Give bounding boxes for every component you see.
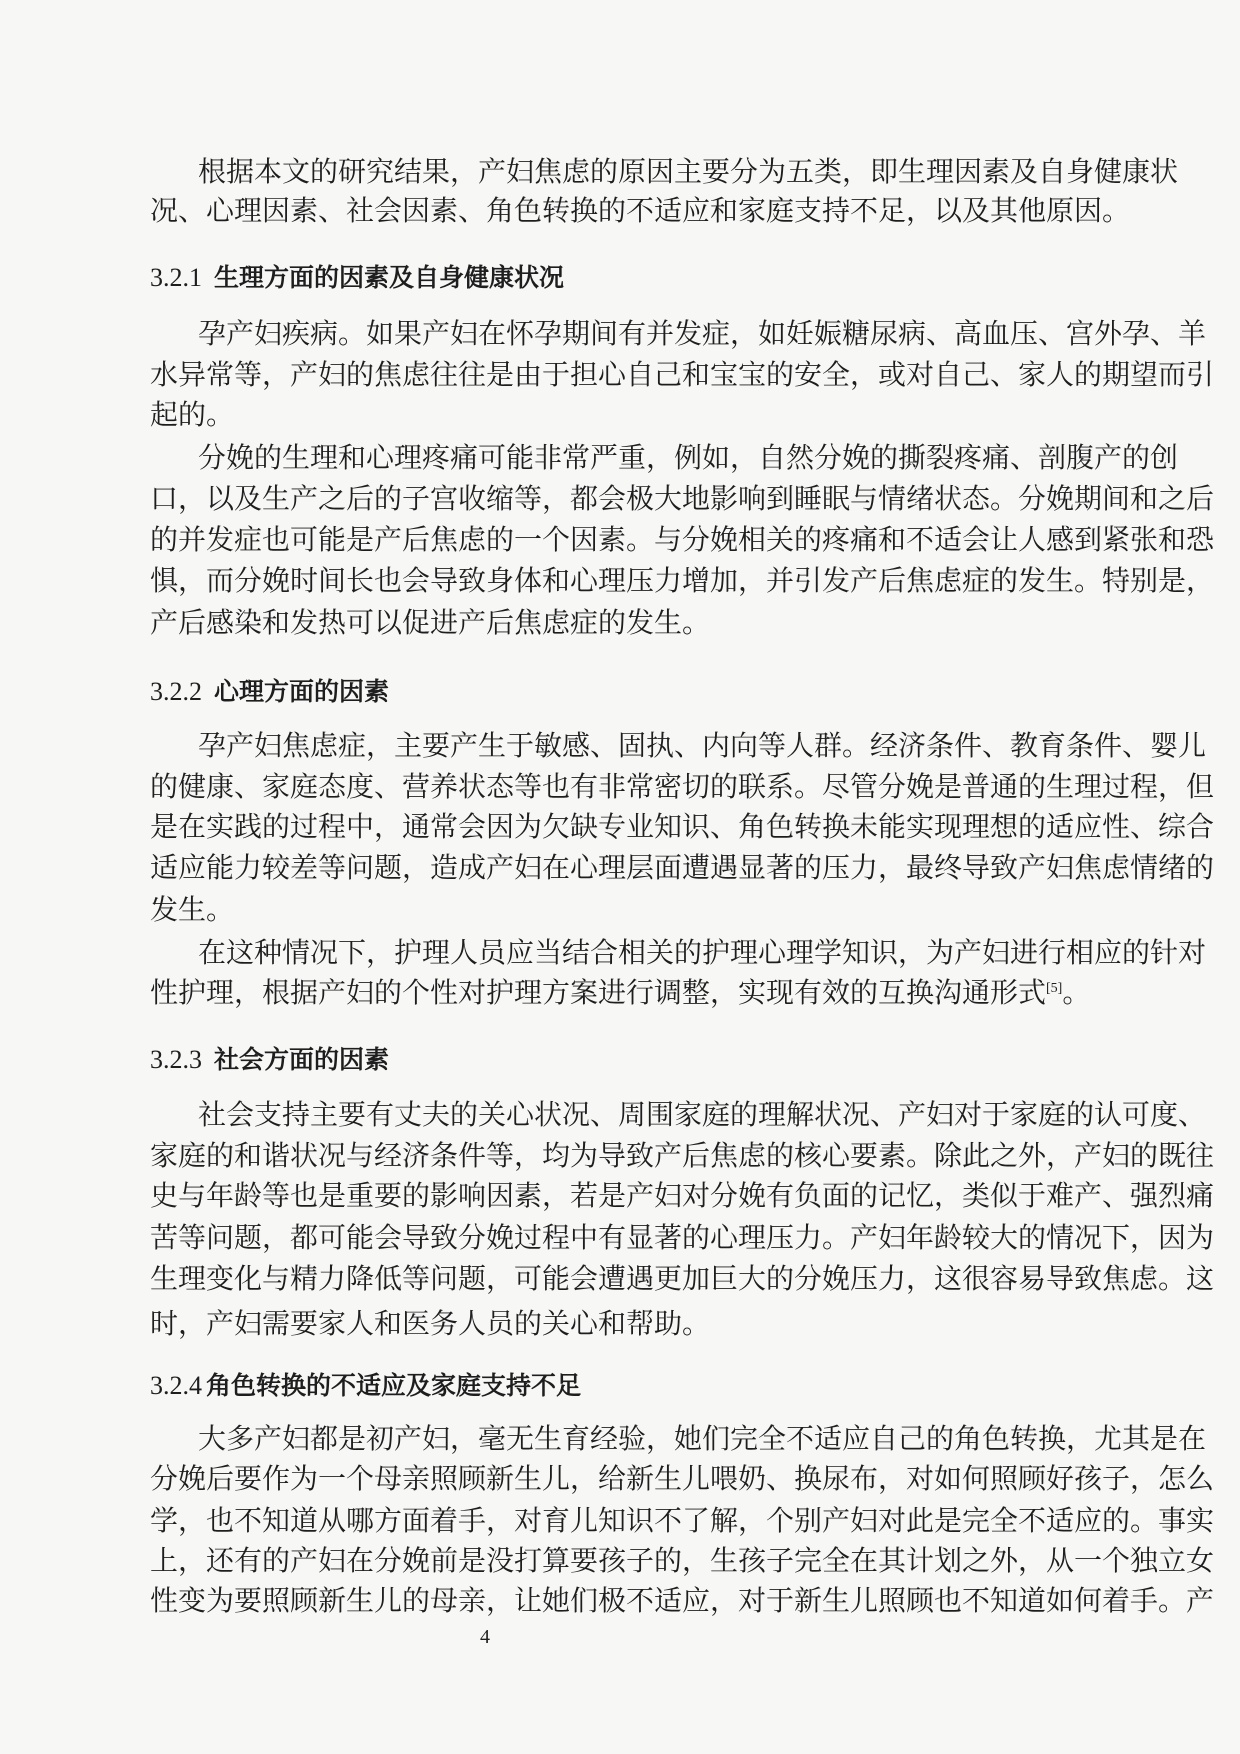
paragraph-line: 苦等问题，都可能会导致分娩过程中有显著的心理压力。产妇年龄较大的情况下，因为 <box>150 1223 1215 1254</box>
paragraph-line: 孕产妇疾病。如果产妇在怀孕期间有并发症，如妊娠糖尿病、高血压、宫外孕、羊 <box>198 319 1207 350</box>
heading-title: 心理方面的因素 <box>214 677 390 706</box>
paragraph-line: 上，还有的产妇在分娩前是没打算要孩子的，生孩子完全在其计划之外，从一个独立女 <box>150 1546 1215 1577</box>
paragraph-line: 时，产妇需要家人和医务人员的关心和帮助。 <box>150 1309 711 1340</box>
paragraph-line: 发生。 <box>150 895 235 926</box>
paragraph-text: 性护理，根据产妇的个性对护理方案进行调整，实现有效的互换沟通形式 <box>150 978 1047 1009</box>
paragraph-line: 根据本文的研究结果，产妇焦虑的原因主要分为五类，即生理因素及自身健康状 <box>198 157 1179 188</box>
paragraph-line: 适应能力较差等问题，造成产妇在心理层面遭遇显著的压力，最终导致产妇焦虑情绪的 <box>150 853 1215 884</box>
paragraph-line: 口，以及生产之后的子宫收缩等，都会极大地影响到睡眠与情绪状态。分娩期间和之后 <box>150 484 1215 515</box>
heading-number: 3.2.3 <box>150 1045 202 1074</box>
paragraph-line: 大多产妇都是初产妇，毫无生育经验，她们完全不适应自己的角色转换，尤其是在 <box>198 1424 1207 1455</box>
section-heading-3-2-2 <box>150 675 389 709</box>
paragraph-line: 家庭的和谐状况与经济条件等，均为导致产后焦虑的核心要素。除此之外，产妇的既往 <box>150 1141 1215 1172</box>
paragraph-line: 况、心理因素、社会因素、角色转换的不适应和家庭支持不足，以及其他原因。 <box>150 196 1131 227</box>
heading-title: 社会方面的因素 <box>214 1045 390 1074</box>
paragraph-line: 在这种情况下，护理人员应当结合相关的护理心理学知识，为产妇进行相应的针对 <box>198 938 1207 969</box>
paragraph-line: 水异常等，产妇的焦虑往往是由于担心自己和宝宝的安全，或对自己、家人的期望而引 <box>150 360 1215 391</box>
paragraph-line: 性变为要照顾新生儿的母亲，让她们极不适应，对于新生儿照顾也不知道如何着手。产 <box>150 1586 1215 1617</box>
paragraph-line <box>150 977 1120 1011</box>
paragraph-line: 的健康、家庭态度、营养状态等也有非常密切的联系。尽管分娩是普通的生理过程，但 <box>150 772 1215 803</box>
paragraph-line: 史与年龄等也是重要的影响因素，若是产妇对分娩有负面的记忆，类似于难产、强烈痛 <box>150 1181 1215 1212</box>
paragraph-line: 生理变化与精力降低等问题，可能会遭遇更加巨大的分娩压力，这很容易导致焦虑。这 <box>150 1264 1215 1295</box>
heading-number: 3.2.4 <box>150 1371 202 1400</box>
paragraph-line: 起的。 <box>150 400 235 431</box>
paragraph-line: 分娩的生理和心理疼痛可能非常严重，例如，自然分娩的撕裂疼痛、剖腹产的创 <box>198 443 1179 474</box>
heading-number: 3.2.1 <box>150 263 202 292</box>
paragraph-line: 分娩后要作为一个母亲照顾新生儿，给新生儿喂奶、换尿布，对如何照顾好孩子，怎么 <box>150 1464 1215 1495</box>
paragraph-end: 。 <box>1062 978 1091 1009</box>
paragraph-line: 惧，而分娩时间长也会导致身体和心理压力增加，并引发产后焦虑症的发生。特别是， <box>150 566 1215 597</box>
paragraph-line: 孕产妇焦虑症，主要产生于敏感、固执、内向等人群。经济条件、教育条件、婴儿 <box>198 731 1207 762</box>
page-number: 4 <box>480 1626 490 1648</box>
section-heading-3-2-4 <box>150 1369 581 1403</box>
heading-title: 角色转换的不适应及家庭支持不足 <box>206 1371 582 1400</box>
heading-number: 3.2.2 <box>150 677 202 706</box>
section-heading-3-2-1 <box>150 261 564 295</box>
paragraph-line: 社会支持主要有丈夫的关心状况、周围家庭的理解状况、产妇对于家庭的认可度、 <box>198 1100 1207 1131</box>
heading-title: 生理方面的因素及自身健康状况 <box>214 263 565 292</box>
paragraph-line: 的并发症也可能是产后焦虑的一个因素。与分娩相关的疼痛和不适会让人感到紧张和恐 <box>150 525 1215 556</box>
citation-5: [5] <box>1046 981 1063 996</box>
paragraph-line: 学，也不知道从哪方面着手，对育儿知识不了解，个别产妇对此是完全不适应的。事实 <box>150 1506 1215 1537</box>
paragraph-line: 产后感染和发热可以促进产后焦虑症的发生。 <box>150 608 711 639</box>
section-heading-3-2-3 <box>150 1043 389 1077</box>
paragraph-line: 是在实践的过程中，通常会因为欠缺专业知识、角色转换未能实现理想的适应性、综合 <box>150 812 1215 843</box>
